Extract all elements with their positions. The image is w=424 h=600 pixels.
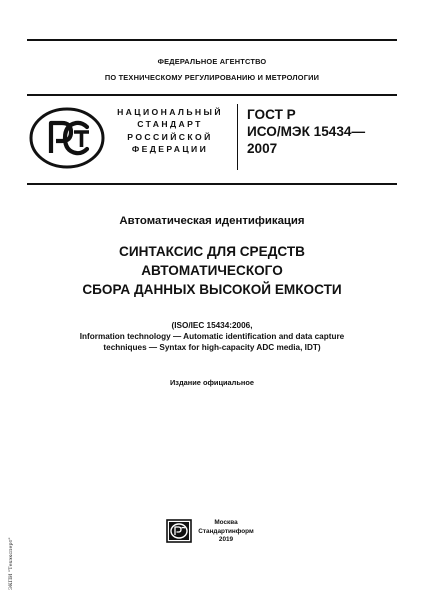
side-watermark-text: ЭКПИ "Техэксперт" <box>8 537 14 590</box>
reference-line: Information technology — Automatic identification and data capture <box>79 332 345 341</box>
section-rule <box>27 183 397 185</box>
publisher-line: 2019 <box>218 536 234 544</box>
document-subtitle: Автоматическая идентификация <box>119 215 305 227</box>
agency-name-line1: ФЕДЕРАЛЬНОЕ АГЕНТСТВО <box>157 57 267 66</box>
standard-line: НАЦИОНАЛЬНЫЙ <box>117 107 223 117</box>
title-line: СИНТАКСИС ДЛЯ СРЕДСТВ <box>119 244 305 259</box>
designation-line: ГОСТ Р <box>247 107 296 122</box>
rst-logo-icon <box>29 107 105 169</box>
designation-line: ИСО/МЭК 15434— <box>247 124 366 139</box>
publisher-line: Стандартинформ <box>198 527 254 535</box>
title-line: СБОРА ДАННЫХ ВЫСОКОЙ ЕМКОСТИ <box>82 282 342 297</box>
designation-line: 2007 <box>247 141 278 156</box>
standartinform-logo-icon <box>166 519 192 543</box>
vertical-divider <box>237 104 238 170</box>
agency-name-line2: ПО ТЕХНИЧЕСКОМУ РЕГУЛИРОВАНИЮ И МЕТРОЛОГИИ <box>104 73 320 82</box>
header-rule <box>27 94 397 96</box>
publisher-line: Москва <box>214 519 238 526</box>
standard-designation <box>247 106 365 157</box>
standard-line: СТАНДАРТ <box>137 119 203 130</box>
reference-line: techniques — Syntax for high-capacity ADC media, IDT) <box>103 343 321 352</box>
standard-line: РОССИЙСКОЙ <box>127 131 213 142</box>
top-rule <box>27 39 397 41</box>
document-title <box>27 242 397 299</box>
reference-line: (ISO/IEC 15434:2006, <box>171 321 253 330</box>
publisher-info <box>196 519 256 545</box>
standard-line: ФЕДЕРАЦИИ <box>131 143 209 154</box>
title-line: АВТОМАТИЧЕСКОГО <box>141 263 283 278</box>
national-standard-label <box>106 106 234 155</box>
original-standard-reference <box>27 320 397 353</box>
edition-label: Издание официальное <box>169 378 254 387</box>
